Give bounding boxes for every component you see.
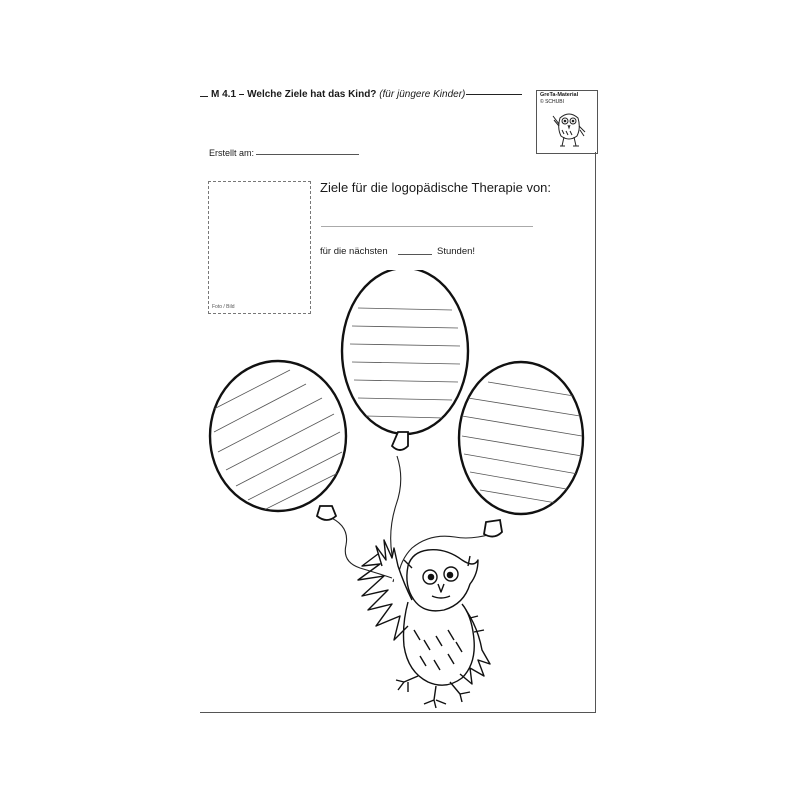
balloon-illustration (200, 270, 596, 712)
page-subtitle: (für jüngere Kinder) (379, 89, 466, 100)
header-dash (200, 96, 208, 97)
right-balloon[interactable] (459, 362, 583, 537)
hours-label: Stunden! (437, 246, 476, 257)
logo-title: GreTa-Material (540, 92, 579, 98)
owl-icon (550, 106, 588, 150)
created-date-field[interactable] (256, 154, 359, 155)
sessions-count-field[interactable] (398, 254, 432, 255)
created-label: Erstellt am: (209, 148, 255, 158)
header-rule (466, 94, 522, 95)
page-title (211, 89, 465, 100)
center-balloon[interactable] (342, 270, 468, 450)
child-name-field[interactable] (321, 226, 533, 227)
frame-bottom-border (200, 712, 596, 713)
owl-icon (358, 540, 490, 708)
page-title-text: M 4.1 – Welche Ziele hat das Kind? (211, 89, 377, 100)
left-balloon[interactable] (210, 361, 346, 520)
next-sessions-label: für die nächsten (320, 246, 388, 257)
photo-label: Foto / Bild (212, 304, 235, 310)
goals-heading: Ziele für die logopädische Therapie von: (320, 180, 552, 195)
logo-publisher: © SCHUBI (540, 99, 564, 105)
